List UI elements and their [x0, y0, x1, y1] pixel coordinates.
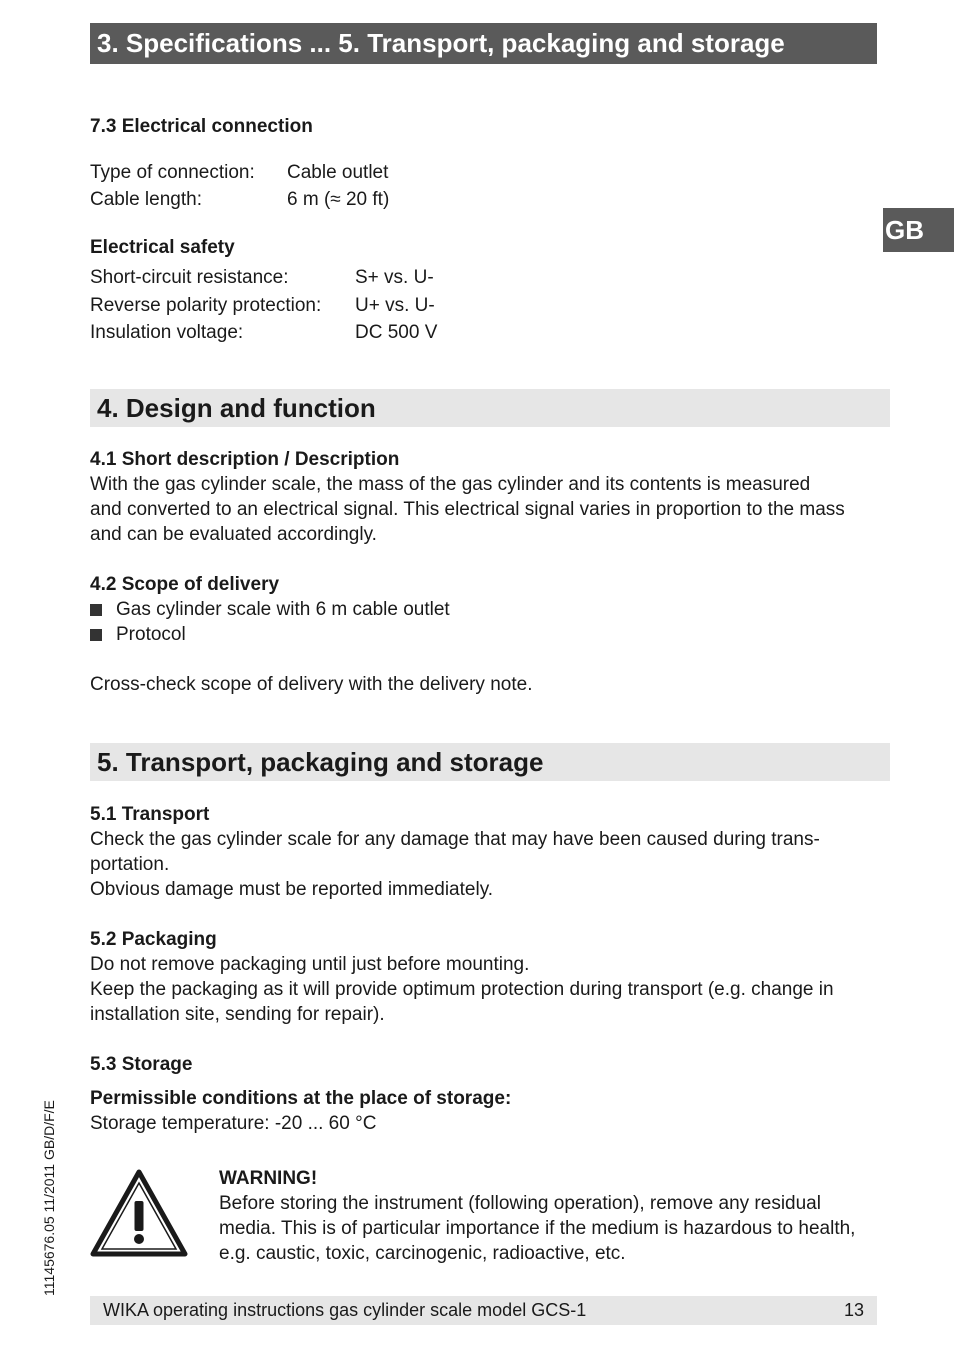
storage-conditions-heading: Permissible conditions at the place of storage: — [90, 1088, 512, 1109]
packaging-line: installation site, sending for repair). — [90, 1004, 385, 1025]
language-tab-gb: GB — [883, 208, 954, 252]
transport-line: Obvious damage must be reported immediately. — [90, 879, 494, 900]
warning-triangle-icon — [90, 1169, 188, 1257]
warning-line: media. This is of particular importance if the medium is hazardous to health, — [219, 1218, 856, 1239]
section-4-title: 4. Design and function — [90, 389, 890, 427]
short-circuit-value: S+ vs. U- — [355, 267, 434, 288]
footer-text: WIKA operating instructions gas cylinder scale model GCS-1 — [103, 1300, 587, 1320]
cable-length-label: Cable length: — [90, 189, 202, 210]
warning-line: Before storing the instrument (following operation), remove any residual — [219, 1193, 821, 1214]
bullet-square-icon — [90, 629, 102, 641]
insulation-voltage-label: Insulation voltage: — [90, 322, 244, 343]
scope-note: Cross-check scope of delivery with the delivery note. — [90, 674, 533, 695]
storage-heading: 5.3 Storage — [90, 1054, 193, 1075]
reverse-polarity-value: U+ vs. U- — [355, 295, 435, 316]
packaging-line: Keep the packaging as it will provide optimum protection during transport (e.g. change in — [90, 979, 834, 1000]
list-item-label: Gas cylinder scale with 6 m cable outlet — [116, 599, 450, 620]
electrical-safety-heading: Electrical safety — [90, 237, 235, 258]
section-5-title: 5. Transport, packaging and storage — [90, 743, 890, 781]
list-item-label: Protocol — [116, 624, 186, 645]
page-header-banner: 3. Specifications ... 5. Transport, packaging and storage — [90, 23, 877, 64]
storage-temperature: Storage temperature: -20 ... 60 °C — [90, 1113, 377, 1134]
insulation-voltage-value: DC 500 V — [355, 322, 438, 343]
page-footer — [90, 1296, 877, 1325]
warning-line: e.g. caustic, toxic, carcinogenic, radioactive, etc. — [219, 1243, 626, 1264]
packaging-heading: 5.2 Packaging — [90, 929, 217, 950]
warning-title: WARNING! — [219, 1168, 318, 1189]
bullet-square-icon — [90, 604, 102, 616]
short-circuit-label: Short-circuit resistance: — [90, 267, 289, 288]
page-number: 13 — [843, 1300, 864, 1320]
cable-length-value: 6 m (≈ 20 ft) — [287, 189, 390, 210]
connection-type-label: Type of connection: — [90, 162, 255, 183]
reverse-polarity-label: Reverse polarity protection: — [90, 295, 322, 316]
short-description-line: and can be evaluated accordingly. — [90, 524, 377, 545]
transport-line: portation. — [90, 854, 170, 875]
transport-line: Check the gas cylinder scale for any damage that may have been caused during trans- — [90, 829, 820, 850]
electrical-connection-heading: 7.3 Electrical connection — [90, 116, 313, 137]
scope-of-delivery-heading: 4.2 Scope of delivery — [90, 574, 280, 595]
short-description-heading: 4.1 Short description / Description — [90, 449, 400, 470]
packaging-line: Do not remove packaging until just before mounting. — [90, 954, 530, 975]
connection-type-value: Cable outlet — [287, 162, 389, 183]
document-code: 11145676.05 11/2011 GB/D/F/E — [41, 1100, 57, 1296]
transport-heading: 5.1 Transport — [90, 804, 210, 825]
short-description-line: With the gas cylinder scale, the mass of the gas cylinder and its contents is measured — [90, 474, 811, 495]
short-description-line: and converted to an electrical signal. This electrical signal varies in proportion to the mass — [90, 499, 845, 520]
